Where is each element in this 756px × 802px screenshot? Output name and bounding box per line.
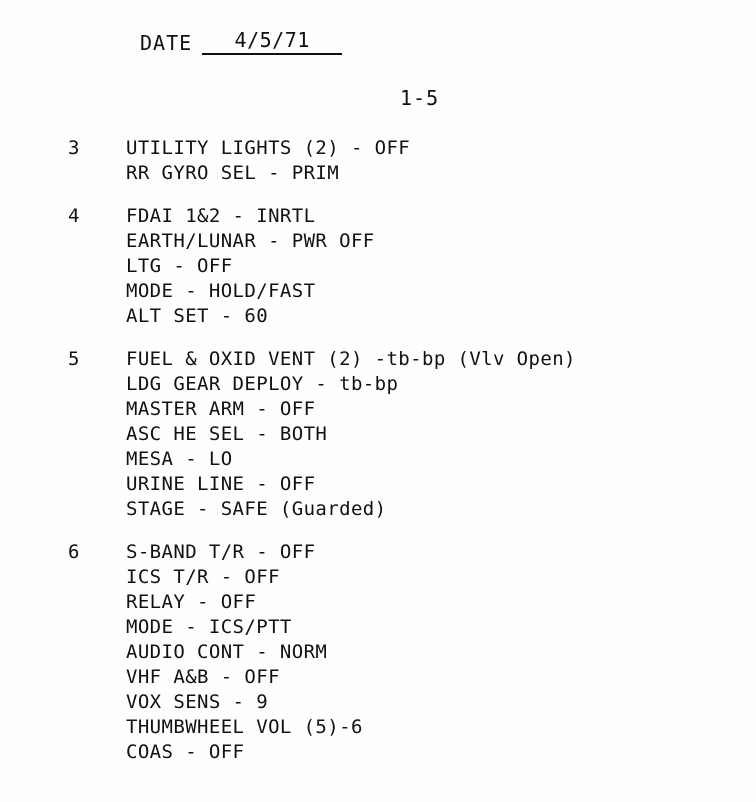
group-lines bbox=[126, 136, 756, 186]
checklist-line: VHF A&B - OFF bbox=[126, 666, 280, 688]
checklist-line: EARTH/LUNAR - PWR OFF bbox=[126, 230, 375, 252]
group-number: 5 bbox=[68, 348, 80, 370]
checklist-line: MODE - ICS/PTT bbox=[126, 616, 292, 638]
checklist-line: ALT SET - 60 bbox=[126, 305, 269, 327]
checklist-line: S-BAND T/R - OFF bbox=[126, 541, 316, 563]
checklist-line: RR GYRO SEL - PRIM bbox=[126, 162, 340, 184]
page-number: 1-5 bbox=[400, 86, 440, 110]
group-lines bbox=[126, 204, 756, 329]
date-row bbox=[140, 28, 342, 55]
checklist-line: THUMBWHEEL VOL (5)-6 bbox=[126, 716, 363, 738]
checklist-group bbox=[0, 347, 756, 522]
checklist-line: MODE - HOLD/FAST bbox=[126, 280, 316, 302]
checklist-line: MASTER ARM - OFF bbox=[126, 398, 316, 420]
group-number: 6 bbox=[68, 541, 80, 563]
group-lines bbox=[126, 347, 756, 522]
checklist-line: ASC HE SEL - BOTH bbox=[126, 423, 328, 445]
checklist-line: URINE LINE - OFF bbox=[126, 473, 316, 495]
checklist-group bbox=[0, 540, 756, 765]
group-number: 4 bbox=[68, 205, 80, 227]
checklist-line: VOX SENS - 9 bbox=[126, 691, 269, 713]
checklist bbox=[0, 136, 756, 783]
checklist-line: FUEL & OXID VENT (2) -tb-bp (Vlv Open) bbox=[126, 348, 576, 370]
checklist-line: LDG GEAR DEPLOY - tb-bp bbox=[126, 373, 399, 395]
group-number: 3 bbox=[68, 137, 80, 159]
checklist-line: STAGE - SAFE (Guarded) bbox=[126, 498, 387, 520]
checklist-line: LTG - OFF bbox=[126, 255, 233, 277]
checklist-line: MESA - LO bbox=[126, 448, 233, 470]
group-lines bbox=[126, 540, 756, 765]
date-label: DATE bbox=[140, 31, 193, 55]
checklist-line: UTILITY LIGHTS (2) - OFF bbox=[126, 137, 411, 159]
checklist-line: COAS - OFF bbox=[126, 741, 245, 763]
checklist-line: ICS T/R - OFF bbox=[126, 566, 280, 588]
date-value: 4/5/71 bbox=[234, 28, 310, 52]
checklist-group bbox=[0, 136, 756, 186]
date-value-field bbox=[202, 28, 342, 55]
checklist-group bbox=[0, 204, 756, 329]
checklist-line: RELAY - OFF bbox=[126, 591, 257, 613]
checklist-line: FDAI 1&2 - INRTL bbox=[126, 205, 316, 227]
checklist-line: AUDIO CONT - NORM bbox=[126, 641, 328, 663]
